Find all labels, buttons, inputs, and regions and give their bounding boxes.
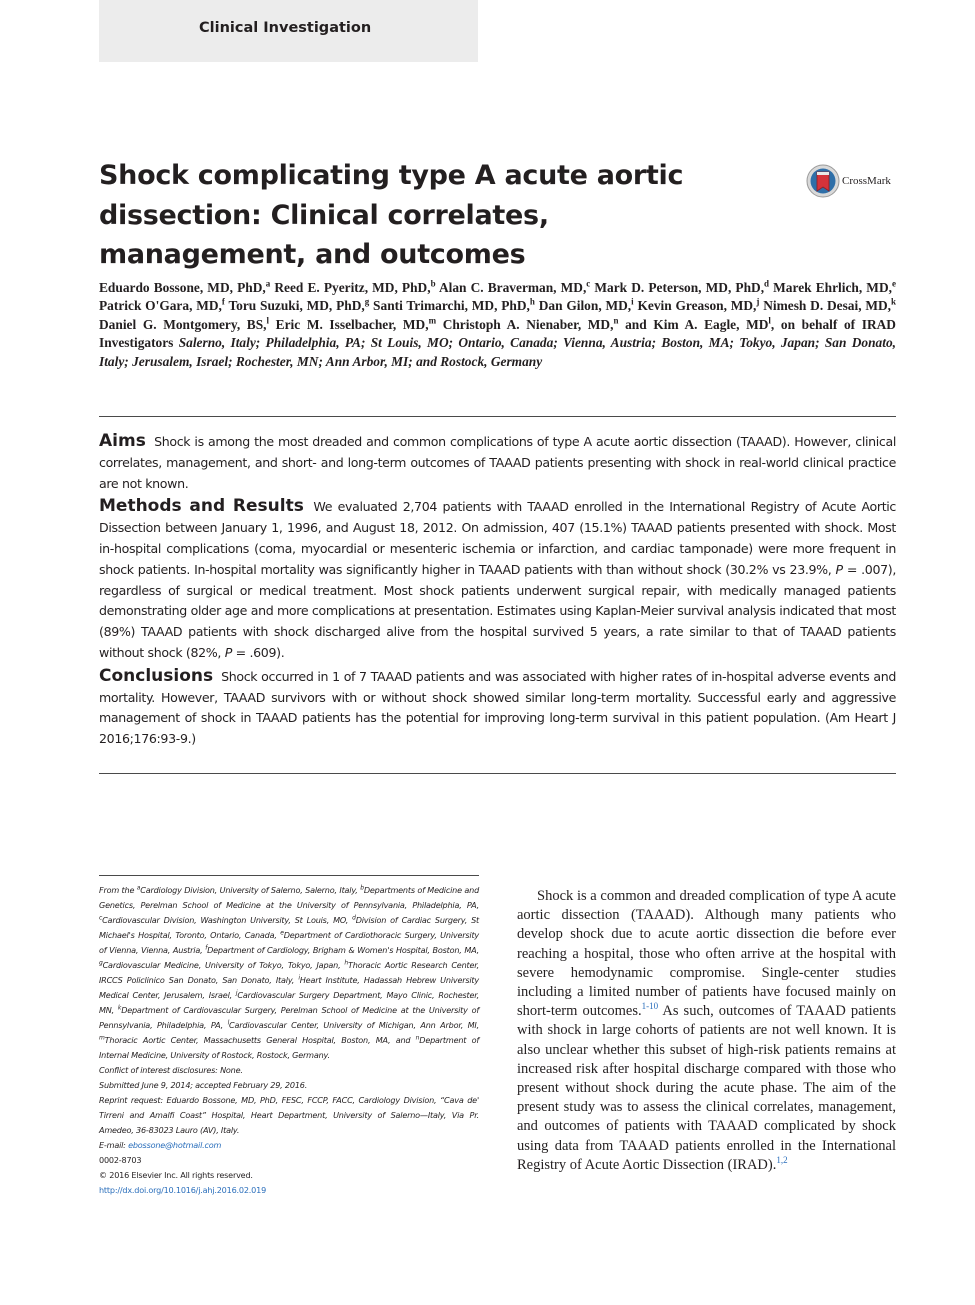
author: Santi Trimarchi, MD, PhD,$^h$ <box>373 296 535 314</box>
intro-text-1: Shock is a common and dreaded complication of type A acute aortic dissection (TAAAD). Although many patients who develop shock due to acute aortic dissection die before ever reaching a hospital, those who often arrive at the hospital with severe hemodynamic compromise. Single-center studies including a limited number of patients have focused mainly on short-term outcomes. <box>517 888 896 1020</box>
reprint-footnote: Reprint request: Eduardo Bossone, MD, PhD, FESC, FCCP, FACC, Cardiology Division, “Cava de' Tirreni and Amalfi Coast” Hospital, Heart Department, University of Salerno—Italy, Via Pr. Amedeo, 36-83023 Lauro (AV), Italy. <box>99 1095 479 1135</box>
email-footnote: E-mail: ebossone@hotmail.com <box>99 1140 222 1150</box>
crossmark-label: CrossMark <box>842 175 891 187</box>
abstract-bottom-rule <box>99 773 896 774</box>
article-title: Shock complicating type A acute aortic dissection: Clinical correlates, management, and outcomes <box>99 160 684 270</box>
methods-text-1: We evaluated 2,704 patients with TAAAD enrolled in the International Registry of Acute Aortic Dissection between January 1, 1996, and August 18, 2012. On admission, 407 (15.1%) TAAAD patients presented with shock. Most in-hospital complications (coma, myocardial or mesenteric ischemia or infarction, and cardiac tamponade) were more frequent in shock patients. In-hospital mortality was significantly higher in TAAAD patients with than without shock (30.2% vs 23.9%, <box>99 499 897 577</box>
aims-heading: Aims <box>99 431 146 451</box>
reference-link[interactable]: 1,2 <box>776 1155 788 1166</box>
author: Dan Gilon, MD,$^i$ <box>538 296 634 314</box>
crossmark-badge[interactable] <box>806 164 891 198</box>
introduction-paragraph <box>517 887 896 1175</box>
doi-link[interactable]: http://dx.doi.org/10.1016/j.ahj.2016.02.019 <box>99 1185 267 1195</box>
author-list <box>99 279 896 371</box>
methods-heading: Methods and Results <box>99 496 304 517</box>
author: and Kim A. Eagle, $MD^l$ <box>625 315 771 332</box>
reference-link[interactable]: 1-10 <box>641 1001 659 1012</box>
copyright: © 2016 Elsevier Inc. All rights reserved. <box>99 1170 253 1180</box>
author: Toru Suzuki, MD, PhD,$^g$ <box>228 296 370 314</box>
author: Nimesh D. Desai, MD,$^k$ <box>763 296 897 314</box>
p-value-label: P <box>835 561 843 577</box>
abstract-aims <box>99 431 896 494</box>
abstract <box>99 431 896 752</box>
abstract-top-rule <box>99 416 896 417</box>
conflict-footnote: Conflict of interest disclosures: None. <box>99 1065 243 1075</box>
author: Reed E. Pyeritz, MD, PhD,$^b$ <box>274 278 436 295</box>
author: Kevin Greason, MD,$^j$ <box>637 296 760 314</box>
conclusions-text: Shock occurred in 1 of 7 TAAAD patients and was associated with higher rates of in-hospital adverse events and mortality. However, TAAAD survivors with or without shock showed similar long-term mortality. Successful early and aggressive management of shock in TAAAD patients has the potential for improving long-term survival in this patient population. (Am Heart J 2016;176:93-9.) <box>99 668 896 747</box>
author: Marek Ehrlich, MD,$^e$ <box>773 278 896 295</box>
conclusions-heading: Conclusions <box>99 665 214 686</box>
author-places: Salerno, Italy; Philadelphia, PA; St Louis, MO; Ontario, Canada; Vienna, Austria; Boston, MA; Tokyo, Japan; San Donato, Italy; Jerusalem, Israel; Rochester, MN; Ann Arbor, MI; and Rostock, Germany <box>99 335 896 369</box>
doi-footnote <box>99 1183 479 1198</box>
author: Patrick O'Gara, MD,$^f$ <box>99 296 225 314</box>
submitted-footnote: Submitted June 9, 2014; accepted February 29, 2016. <box>99 1080 308 1090</box>
aims-text: Shock is among the most dreaded and common complications of type A acute aortic dissection (TAAAD). However, clinical correlates, management, and short- and long-term outcomes of TAAAD patients presenting with shock in real-world clinical practice are not known. <box>99 434 897 491</box>
author: Eric M. Isselbacher, MD,$^m$ <box>275 315 437 332</box>
p-value-label: P <box>224 644 232 660</box>
footnotes <box>99 883 479 1198</box>
footnote-rule <box>99 875 479 876</box>
author: Christoph A. Nienaber, MD,$^n$ <box>442 315 619 332</box>
abstract-conclusions <box>99 666 896 750</box>
intro-text-2: As such, outcomes of TAAAD patients with shock in large cohorts of patients are not well known. It is also unclear whether this subset of high-risk patients remains at increased risk after hospital discharge compared with those who present without shock during the acute phase. The aim of the present study was to assess the clinical correlates, management, and outcomes of patients with TAAAD complicated by shock using data from TAAAD patients enrolled in the International Registry of Acute Aortic Dissection (IRAD). <box>517 1003 896 1173</box>
methods-text-2: = .007), regardless of surgical or medical treatment. Most shock patients underwent surgical repair, with medically managed patients demonstrating older age and more complications at presentation. Estimates using Kaplan-Meier survival analysis indicated that most (89%) TAAAD patients with shock discharged alive from the hospital survived 5 years, a rate similar to that of TAAAD patients without shock (82%, <box>99 561 896 660</box>
abstract-methods <box>99 496 896 663</box>
section-label-tab <box>99 0 478 62</box>
email-link[interactable]: ebossone@hotmail.com <box>128 1140 222 1150</box>
authors-suffix: , on behalf of IRAD Investigators <box>99 316 896 351</box>
affiliations-footnote: From the $^a$Cardiology Division, University of Salerno, Salerno, Italy, $^b$Departments of Medicine and Genetics, Perelman School of Medicine at the University of Pennsylvania, Philadelphia, PA, $^c$Cardiovascular Division, Washington University, St Louis, MO, $^d$Division of Cardiac Surgery, St Michael's Hospital, Toronto, Ontario, Canada, $^e$Department of Cardiothoracic Surgery, University of Vienna, Vienna, Austria, $^f$Department of Cardiology, Brigham & Women's Hospital, Boston, MA, $^g$Cardiovascular Medicine, University of Tokyo, Tokyo, Japan, $^h$Thoracic Aortic Research Center, IRCCS Policlinico San Donato, San Donato, Italy, $^i$Heart Institute, Hadassah Hebrew University Medical Center, Jerusalem, Israel, $^j$Cardiovascular Surgery Department, Mayo Clinic, Rochester, MN, $^k$Department of Cardiovascular Surgery, Perelman School of Medicine at the University of Pennsylvania, Philadelphia, PA, $^l$Cardiovascular Center, University of Michigan, Ann Arbor, MI, $^m$Thoracic Aortic Center, Massachusetts General Hospital, Boston, MA, and $^n$Department of Internal Medicine, University of Rostock, Rostock, Germany. <box>99 884 480 1060</box>
crossmark-icon <box>806 164 840 198</box>
author: Daniel G. Montgomery, BS,$^l$ <box>99 315 270 332</box>
section-label: Clinical Investigation <box>199 20 372 36</box>
author: Mark D. Peterson, MD, PhD,$^d$ <box>594 278 770 295</box>
issn: 0002-8703 <box>99 1155 142 1165</box>
author: Alan C. Braverman, MD,$^c$ <box>438 278 591 295</box>
methods-text-3: = .609). <box>235 644 285 660</box>
author: Eduardo Bossone, MD, PhD,$^a$ <box>99 278 271 295</box>
